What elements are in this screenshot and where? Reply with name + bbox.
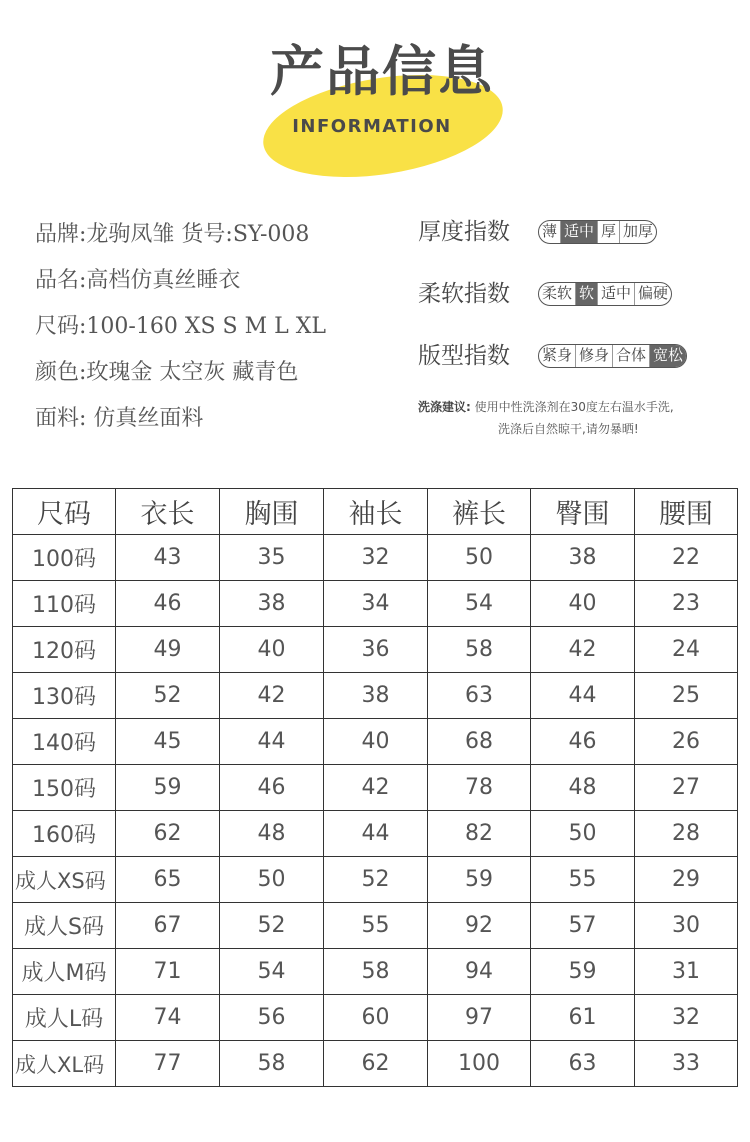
measurement-cell: 44 — [220, 719, 324, 765]
table-header-row — [13, 489, 738, 535]
color-line: 颜色:玫瑰金 太空灰 藏青色 — [35, 360, 299, 385]
table-row — [13, 581, 738, 627]
table-row — [13, 719, 738, 765]
page-title: 产品信息 — [270, 40, 494, 103]
measurement-cell: 50 — [531, 811, 635, 857]
size-label-cell: 150码 — [13, 765, 116, 811]
wash-advice-title: 洗涤建议: — [418, 400, 471, 414]
measurement-cell: 28 — [635, 811, 738, 857]
measurement-cell: 78 — [428, 765, 531, 811]
wash-advice-line2: 洗涤后自然晾干,请勿暴晒! — [498, 422, 639, 436]
measurement-cell: 58 — [324, 949, 428, 995]
measurement-cell: 63 — [428, 673, 531, 719]
size-label-cell: 130码 — [13, 673, 116, 719]
product-name-line: 品名:高档仿真丝睡衣 — [35, 268, 241, 293]
wash-advice-line1: 使用中性洗涤剂在30度左右温水手洗, — [474, 400, 674, 414]
measurement-cell: 46 — [116, 581, 220, 627]
measurement-cell: 56 — [220, 995, 324, 1041]
measurement-cell: 42 — [324, 765, 428, 811]
measurement-cell: 38 — [531, 535, 635, 581]
measurement-cell: 50 — [220, 857, 324, 903]
measurement-cell: 35 — [220, 535, 324, 581]
measurement-cell: 22 — [635, 535, 738, 581]
product-info — [35, 218, 326, 448]
measurement-cell: 42 — [220, 673, 324, 719]
size-label-cell: 成人M码 — [13, 949, 116, 995]
measurement-cell: 31 — [635, 949, 738, 995]
index-option: 紧身 — [542, 346, 573, 364]
size-label-cell: 140码 — [13, 719, 116, 765]
table-row — [13, 765, 738, 811]
column-header: 裤长 — [428, 489, 531, 535]
size-label-cell: 成人S码 — [13, 903, 116, 949]
measurement-cell: 48 — [220, 811, 324, 857]
measurement-cell: 74 — [116, 995, 220, 1041]
measurement-cell: 44 — [324, 811, 428, 857]
measurement-cell: 100 — [428, 1041, 531, 1087]
header — [0, 0, 750, 190]
page-subtitle: INFORMATION — [292, 116, 452, 137]
index-option: 加厚 — [619, 221, 656, 243]
table-row — [13, 995, 738, 1041]
measurement-cell: 52 — [324, 857, 428, 903]
measurement-cell: 55 — [531, 857, 635, 903]
measurement-cell: 94 — [428, 949, 531, 995]
measurement-cell: 50 — [428, 535, 531, 581]
table-row — [13, 857, 738, 903]
size-label-cell: 110码 — [13, 581, 116, 627]
measurement-cell: 36 — [324, 627, 428, 673]
measurement-cell: 24 — [635, 627, 738, 673]
table-row — [13, 811, 738, 857]
brand-sku-line: 品牌:龙驹凤雏 货号:SY-008 — [35, 222, 310, 247]
measurement-cell: 55 — [324, 903, 428, 949]
measurement-cell: 71 — [116, 949, 220, 995]
measurement-cell: 62 — [324, 1041, 428, 1087]
measurement-cell: 33 — [635, 1041, 738, 1087]
measurement-cell: 40 — [324, 719, 428, 765]
index-option: 软 — [575, 283, 597, 305]
index-label: 厚度指数 — [418, 219, 510, 245]
table-row — [13, 627, 738, 673]
measurement-cell: 26 — [635, 719, 738, 765]
measurement-cell: 61 — [531, 995, 635, 1041]
measurement-cell: 32 — [324, 535, 428, 581]
measurement-cell: 92 — [428, 903, 531, 949]
measurement-cell: 65 — [116, 857, 220, 903]
measurement-cell: 59 — [531, 949, 635, 995]
size-chart-table — [12, 488, 738, 1087]
measurement-cell: 57 — [531, 903, 635, 949]
index-option: 厚 — [597, 221, 619, 243]
measurement-cell: 32 — [635, 995, 738, 1041]
measurement-cell: 40 — [531, 581, 635, 627]
index-option: 适中 — [597, 283, 634, 305]
wash-advice — [418, 396, 748, 440]
size-label-cell: 100码 — [13, 535, 116, 581]
measurement-cell: 46 — [531, 719, 635, 765]
measurement-cell: 62 — [116, 811, 220, 857]
measurement-cell: 52 — [220, 903, 324, 949]
index-option: 适中 — [560, 221, 597, 243]
measurement-cell: 38 — [220, 581, 324, 627]
measurement-cell: 48 — [531, 765, 635, 811]
measurement-cell: 52 — [116, 673, 220, 719]
measurement-cell: 44 — [531, 673, 635, 719]
measurement-cell: 58 — [220, 1041, 324, 1087]
measurement-cell: 40 — [220, 627, 324, 673]
measurement-cell: 59 — [428, 857, 531, 903]
column-header: 尺码 — [13, 489, 116, 535]
index-option: 合体 — [612, 345, 649, 367]
size-label-cell: 160码 — [13, 811, 116, 857]
index-option: 偏硬 — [634, 283, 671, 305]
table-row — [13, 535, 738, 581]
measurement-cell: 46 — [220, 765, 324, 811]
size-label-cell: 成人XL码 — [13, 1041, 116, 1087]
measurement-cell: 23 — [635, 581, 738, 627]
fabric-line: 面料: 仿真丝面料 — [35, 406, 204, 431]
measurement-cell: 63 — [531, 1041, 635, 1087]
measurement-cell: 77 — [116, 1041, 220, 1087]
index-scale — [538, 344, 687, 368]
column-header: 胸围 — [220, 489, 324, 535]
size-label-cell: 成人XS码 — [13, 857, 116, 903]
size-range-line: 尺码:100-160 XS S M L XL — [35, 314, 327, 339]
index-label: 版型指数 — [418, 343, 510, 369]
measurement-cell: 54 — [220, 949, 324, 995]
measurement-cell: 49 — [116, 627, 220, 673]
measurement-cell: 54 — [428, 581, 531, 627]
index-scale — [538, 282, 672, 306]
size-label-cell: 120码 — [13, 627, 116, 673]
measurement-cell: 25 — [635, 673, 738, 719]
column-header: 腰围 — [635, 489, 738, 535]
index-option: 宽松 — [649, 345, 686, 367]
measurement-cell: 82 — [428, 811, 531, 857]
measurement-cell: 68 — [428, 719, 531, 765]
index-label: 柔软指数 — [418, 281, 510, 307]
measurement-cell: 58 — [428, 627, 531, 673]
measurement-cell: 97 — [428, 995, 531, 1041]
table-row — [13, 949, 738, 995]
index-scale — [538, 220, 657, 244]
measurement-cell: 30 — [635, 903, 738, 949]
measurement-cell: 43 — [116, 535, 220, 581]
index-option: 柔软 — [542, 284, 573, 302]
index-option: 修身 — [575, 345, 612, 367]
table-row — [13, 673, 738, 719]
table-row — [13, 903, 738, 949]
measurement-cell: 27 — [635, 765, 738, 811]
size-label-cell: 成人L码 — [13, 995, 116, 1041]
measurement-cell: 67 — [116, 903, 220, 949]
table-row — [13, 1041, 738, 1087]
index-option: 薄 — [542, 222, 558, 240]
measurement-cell: 34 — [324, 581, 428, 627]
column-header: 臀围 — [531, 489, 635, 535]
measurement-cell: 42 — [531, 627, 635, 673]
measurement-cell: 60 — [324, 995, 428, 1041]
column-header: 袖长 — [324, 489, 428, 535]
measurement-cell: 45 — [116, 719, 220, 765]
measurement-cell: 59 — [116, 765, 220, 811]
measurement-cell: 38 — [324, 673, 428, 719]
column-header: 衣长 — [116, 489, 220, 535]
measurement-cell: 29 — [635, 857, 738, 903]
